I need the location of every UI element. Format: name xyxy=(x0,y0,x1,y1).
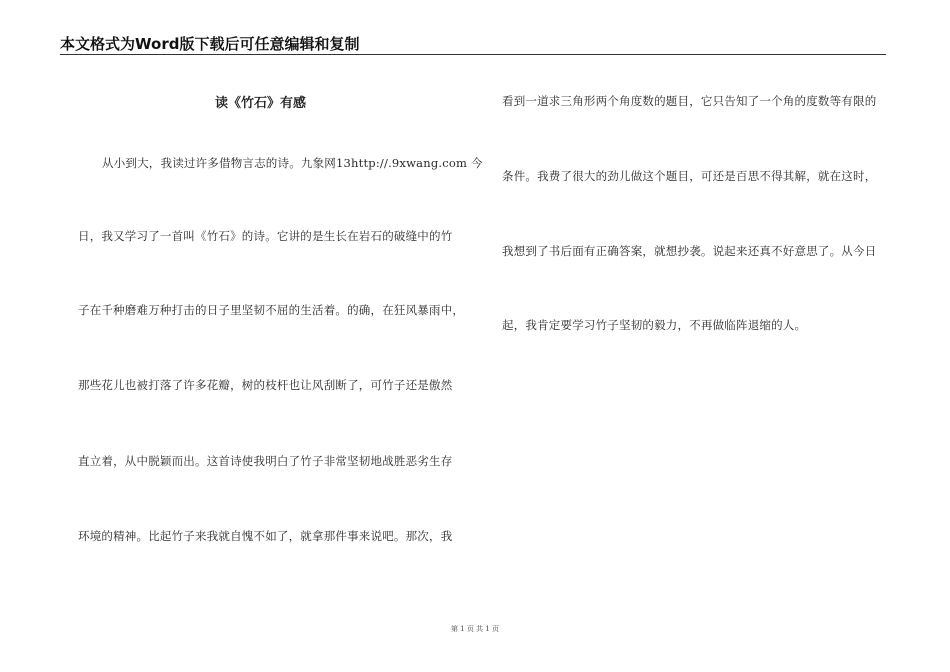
paragraph-line: 环境的精神。比起竹子来我就自愧不如了，就拿那件事来说吧。那次，我 xyxy=(78,529,453,543)
paragraph-line: 子在千种磨难万种打击的日子里坚韧不屈的生活着。的确，在狂风暴雨中， xyxy=(78,303,465,317)
document-title: 读《竹石》有感 xyxy=(215,96,307,111)
paragraph-line: 看到一道求三角形两个角度数的题目，它只告知了一个角的度数等有限的 xyxy=(502,94,877,108)
header-divider xyxy=(60,54,886,55)
page-number: 第 1 页 共 1 页 xyxy=(450,625,500,633)
paragraph-line: 日，我又学习了一首叫《竹石》的诗。它讲的是生长在岩石的破缝中的竹 xyxy=(78,229,453,243)
paragraph-line: 我想到了书后面有正确答案，就想抄袭。说起来还真不好意思了。从今日 xyxy=(502,244,877,258)
paragraph-line: 那些花儿也被打落了许多花瓣，树的枝杆也让风刮断了，可竹子还是傲然 xyxy=(78,378,453,392)
paragraph-line: 起，我肯定要学习竹子坚韧的毅力，不再做临阵退缩的人。 xyxy=(502,318,807,332)
document-header: 本文格式为Word版下载后可任意编辑和复制 xyxy=(60,35,360,53)
paragraph-line: 从小到大，我读过许多借物言志的诗。九象网13http://.9xwang.com 今 xyxy=(102,156,483,170)
paragraph-line: 直立着，从中脱颖而出。这首诗使我明白了竹子非常坚韧地战胜恶劣生存 xyxy=(78,454,453,468)
paragraph-line: 条件。我费了很大的劲儿做这个题目，可还是百思不得其解，就在这时， xyxy=(502,169,877,183)
